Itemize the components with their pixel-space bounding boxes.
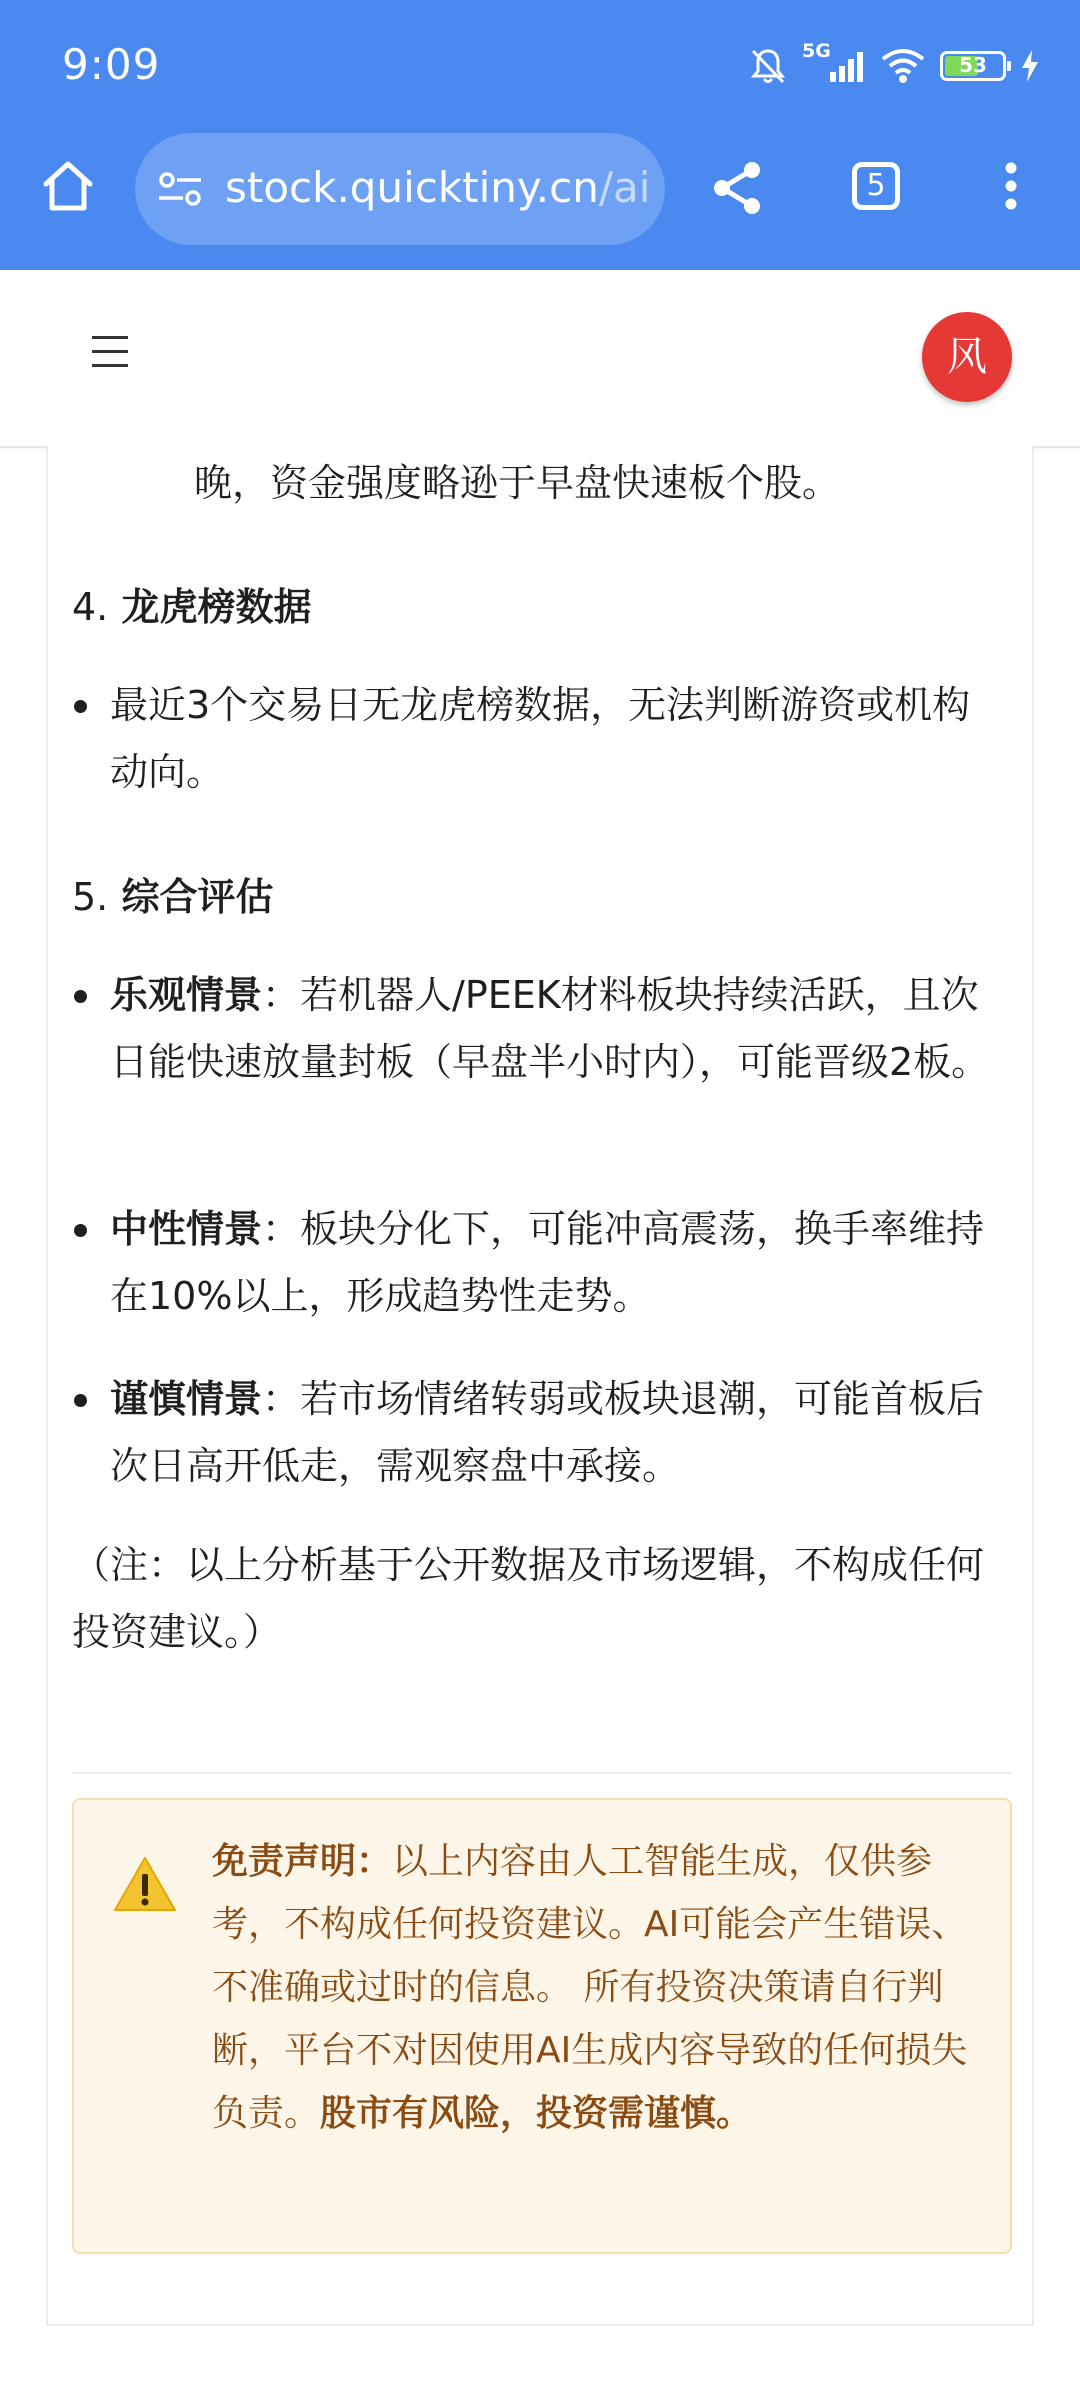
- url-host: stock.quicktiny.cn: [225, 163, 599, 212]
- section-heading: 龙虎榜数据: [121, 585, 312, 629]
- ai-disclaimer-box: [72, 1798, 1012, 2254]
- section-number: 5.: [72, 875, 109, 919]
- section-title-5: [72, 864, 274, 931]
- disclaimer-label: 免责声明：: [212, 1841, 393, 1882]
- list-item-text: 最近3个交易日无龙虎榜数据，无法判断游资或机构动向。: [110, 683, 971, 794]
- disclaimer-body: 以上内容由人工智能生成，仅供参考，不构成任何投资建议。AI可能会产生错误、不准确或过时的信息。 所有投资决策请自行判断，平台不对因使用AI生成内容导致的任何损失负责。: [212, 1841, 968, 2134]
- battery-icon: [940, 51, 1006, 81]
- browser-toolbar: [0, 128, 1080, 270]
- divider: [72, 1772, 1012, 1774]
- warning-icon: [112, 1854, 178, 1914]
- site-header: [0, 270, 1080, 448]
- wifi-icon: [880, 46, 926, 86]
- share-icon[interactable]: [708, 158, 768, 218]
- url-text[interactable]: [225, 163, 650, 212]
- tab-switcher-button[interactable]: 5: [852, 162, 900, 210]
- battery-level: 53: [959, 53, 987, 77]
- browser-chrome: [0, 0, 1080, 270]
- signal-5g-icon: [802, 40, 866, 86]
- list-item: [110, 672, 990, 806]
- home-icon[interactable]: [38, 156, 98, 216]
- hamburger-menu-icon[interactable]: [92, 336, 132, 376]
- section-number: 4.: [72, 585, 109, 629]
- scenario-text: ：板块分化下，可能冲高震荡，换手率维持在10%以上，形成趋势性走势。: [110, 1207, 985, 1318]
- disclaimer-emphasis: 股市有风险，投资需谨慎。: [320, 2093, 753, 2134]
- disclaimer-text: [212, 1830, 982, 2145]
- avatar[interactable]: 风: [922, 312, 1012, 402]
- list-item: [110, 962, 990, 1096]
- article-card: [46, 446, 1034, 2326]
- section-heading: 综合评估: [121, 875, 274, 919]
- scenario-label: 谨慎情景: [110, 1377, 263, 1421]
- section-title-4: [72, 574, 312, 641]
- status-icons: [748, 40, 1040, 88]
- continued-line: 晚，资金强度略逊于早盘快速板个股。: [194, 461, 841, 505]
- address-bar[interactable]: [135, 133, 665, 245]
- site-settings-icon[interactable]: [157, 169, 203, 209]
- charging-bolt-icon: [1020, 48, 1040, 84]
- scenario-text: ：若市场情绪转弱或板块退潮，可能首板后次日高开低走，需观察盘中承接。: [110, 1377, 985, 1488]
- mute-bell-icon: [748, 46, 788, 86]
- url-path: /ai: [598, 163, 651, 212]
- status-time: 9:09: [62, 40, 161, 89]
- status-bar: [0, 0, 1080, 128]
- scenario-label: 中性情景: [110, 1207, 263, 1251]
- more-vert-icon[interactable]: [996, 156, 1026, 216]
- list-item: [110, 1196, 990, 1330]
- disclaimer-note: （注：以上分析基于公开数据及市场逻辑，不构成任何投资建议。）: [72, 1543, 985, 1654]
- scenario-text: ：若机器人/PEEK材料板块持续活跃，且次日能快速放量封板（早盘半小时内），可能晋级2板。: [110, 973, 990, 1084]
- scenario-label: 乐观情景: [110, 973, 263, 1017]
- network-type: 5G: [802, 40, 831, 62]
- list-item: [110, 1366, 990, 1500]
